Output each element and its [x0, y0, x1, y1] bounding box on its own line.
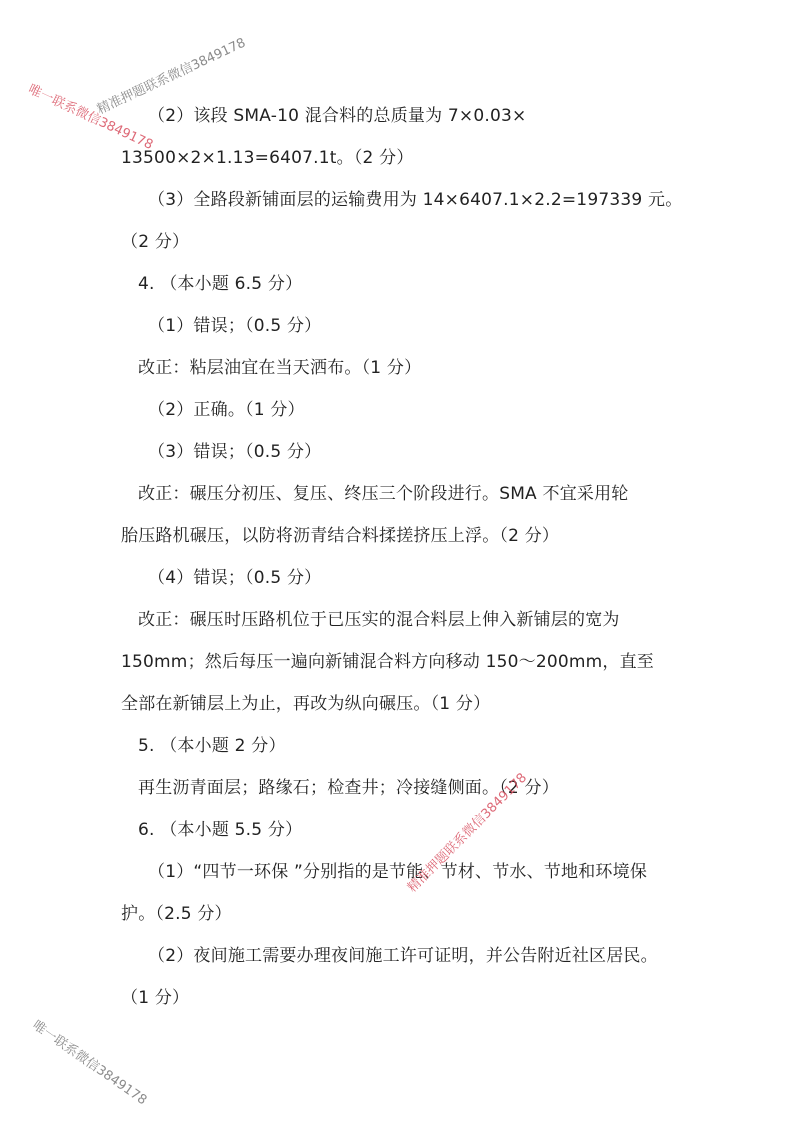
text-line: 13500×2×1.13=6407.1t。（2 分）: [121, 148, 414, 168]
text-line: （2）夜间施工需要办理夜间施工许可证明，并公告附近社区居民。: [148, 946, 658, 966]
text-line: 再生沥青面层；路缘石；检查井；冷接缝侧面。（2 分）: [138, 778, 559, 798]
watermark-bottom-gray: 唯一联系微信3849178: [29, 1018, 150, 1109]
question-heading: 5. （本小题 2 分）: [138, 736, 286, 756]
watermark-top-red: 唯一联系微信3849178: [25, 82, 156, 154]
text-line: （3）全路段新铺面层的运输费用为 14×6407.1×2.2=197339 元。: [148, 190, 683, 210]
watermark-top-gray: 精准押题联系微信3849178: [95, 35, 249, 118]
text-line: 改正：碾压分初压、复压、终压三个阶段进行。SMA 不宜采用轮: [138, 484, 629, 504]
watermark-middle-red: 精准押题联系微信3849178: [405, 770, 531, 896]
question-heading: 4. （本小题 6.5 分）: [138, 274, 303, 294]
text-line: （2）正确。（1 分）: [148, 400, 305, 420]
text-line: 护。（2.5 分）: [121, 904, 232, 924]
text-line: （4）错误；（0.5 分）: [148, 568, 322, 588]
text-line: （2）该段 SMA-10 混合料的总质量为 7×0.03×: [148, 106, 527, 126]
text-line: 改正：碾压时压路机位于已压实的混合料层上伸入新铺层的宽为: [138, 610, 620, 630]
text-line: （1）错误；（0.5 分）: [148, 316, 322, 336]
text-line: （1 分）: [121, 988, 190, 1008]
text-line: （2 分）: [121, 232, 190, 252]
text-line: 改正：粘层油宜在当天洒布。（1 分）: [138, 358, 422, 378]
text-line: 150mm；然后每压一遍向新铺混合料方向移动 150～200mm，直至: [121, 652, 654, 672]
question-heading: 6. （本小题 5.5 分）: [138, 820, 303, 840]
text-line: （1）“四节一环保 ”分别指的是节能、节材、节水、节地和环境保: [148, 862, 648, 882]
text-line: （3）错误；（0.5 分）: [148, 442, 322, 462]
text-line: 全部在新铺层上为止，再改为纵向碾压。（1 分）: [121, 694, 491, 714]
text-line: 胎压路机碾压，以防将沥青结合料揉搓挤压上浮。（2 分）: [121, 526, 560, 546]
